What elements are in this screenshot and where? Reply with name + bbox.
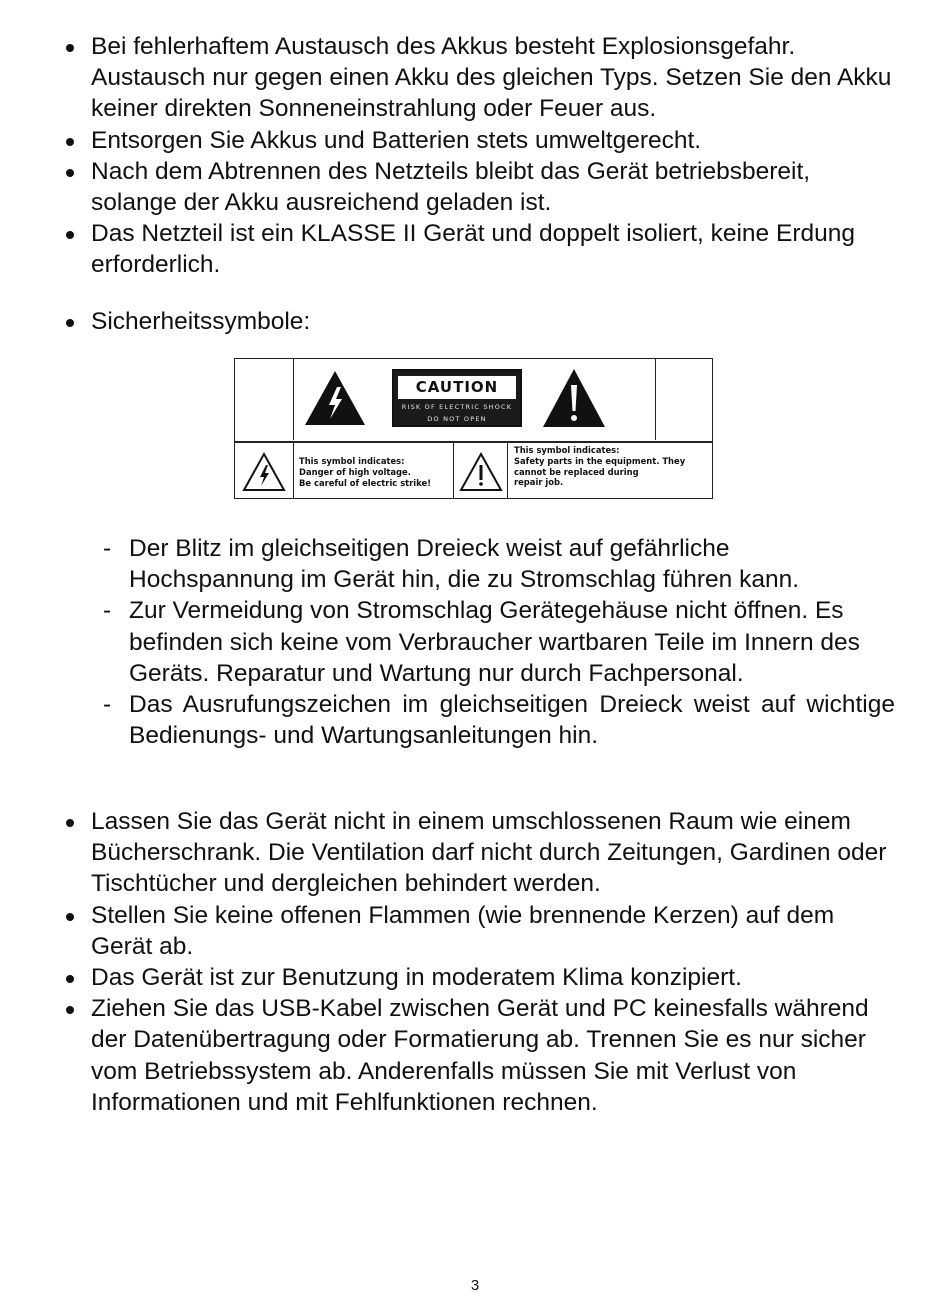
caution-line-2: DO NOT OPEN xyxy=(427,415,487,423)
dash-item xyxy=(0,689,895,751)
panel-divider xyxy=(235,441,712,443)
bullet-dot xyxy=(66,1006,74,1014)
dash-text: Das Ausrufungszeichen im gleichseitigen Dreieck weist auf wichtige Bedienungs- und Wartungsanleitungen hin. xyxy=(129,691,895,750)
bullet-dot xyxy=(66,319,74,327)
panel-divider xyxy=(655,359,656,440)
bullet-item xyxy=(0,218,896,280)
bullet-text: Entsorgen Sie Akkus und Batterien stets umweltgerecht. xyxy=(91,126,702,154)
caution-line-1: RISK OF ELECTRIC SHOCK xyxy=(401,403,513,411)
panel-divider xyxy=(293,359,294,440)
bullet-dot xyxy=(66,44,74,52)
safety-bullet-list-bottom xyxy=(0,806,950,1118)
symbols-heading: Sicherheitssymbole: xyxy=(91,308,311,335)
safety-text-line: repair job. xyxy=(514,477,564,488)
high-voltage-warning-icon xyxy=(303,369,367,427)
safety-symbols-panel xyxy=(234,358,713,499)
safety-bullet-list-top xyxy=(0,31,950,281)
safety-text-line: cannot be replaced during xyxy=(514,466,639,477)
voltage-text-line: Be careful of electric strike! xyxy=(299,477,432,488)
caution-title: CAUTION xyxy=(398,376,516,399)
bullet-dot xyxy=(66,819,74,827)
dash-marker: - xyxy=(103,691,112,719)
voltage-text-line: Danger of high voltage. xyxy=(299,466,411,477)
safety-text-line: This symbol indicates: xyxy=(514,445,620,455)
bullet-item xyxy=(0,306,896,337)
bullet-text: Nach dem Abtrennen des Netzteils bleibt das Gerät betriebsbereit, solange der Akku ausreichend geladen ist. xyxy=(91,157,811,217)
symbols-heading-list xyxy=(0,306,950,337)
bullet-dot xyxy=(66,913,74,921)
bullet-text: Lassen Sie das Gerät nicht in einem umschlossenen Raum wie einem Bücherschrank. Die Ventilation darf nicht durch Zeitungen, Gardinen oder Tischtücher und dergleichen behindert werden. xyxy=(91,808,887,898)
dash-text: Zur Vermeidung von Stromschlag Gerätegehäuse nicht öffnen. Es befinden sich keine vom Verbraucher wartbaren Teile im Innern des Geräts. Reparatur und Wartung nur durch Fachpersonal. xyxy=(129,597,860,687)
caution-label-box xyxy=(392,369,522,427)
bullet-item xyxy=(0,993,896,1118)
bullet-item xyxy=(0,125,896,156)
dash-item xyxy=(0,595,895,689)
bullet-text: Das Netzteil ist ein KLASSE II Gerät und doppelt isoliert, keine Erdung erforderlich. xyxy=(91,220,855,279)
bullet-item xyxy=(0,156,896,218)
dash-marker: - xyxy=(103,597,112,625)
bullet-text: Das Gerät ist zur Benutzung in moderatem Klima konzipiert. xyxy=(91,964,742,992)
bullet-dot xyxy=(66,138,74,146)
exclamation-warning-icon xyxy=(541,367,607,429)
small-high-voltage-icon xyxy=(241,451,287,493)
small-exclamation-icon xyxy=(458,451,504,493)
bullet-item xyxy=(0,31,896,125)
bullet-dot xyxy=(66,169,74,177)
bullet-text: Stellen Sie keine offenen Flammen (wie brennende Kerzen) auf dem Gerät ab. xyxy=(91,901,835,960)
bullet-item xyxy=(0,900,896,962)
panel-divider xyxy=(293,441,294,498)
bullet-item xyxy=(0,962,896,993)
panel-divider xyxy=(453,441,454,498)
page-number: 3 xyxy=(470,1277,480,1294)
dash-text: Der Blitz im gleichseitigen Dreieck weist auf gefährliche Hochspannung im Gerät hin, die zu Stromschlag führen kann. xyxy=(129,535,800,594)
voltage-symbol-description xyxy=(299,456,451,488)
bullet-text: Bei fehlerhaftem Austausch des Akkus besteht Explosionsgefahr. Austausch nur gegen einen Akku des gleichen Typs. Setzen Sie den Akku keiner direkten Sonneneinstrahlung oder Feuer aus. xyxy=(91,33,892,123)
bullet-dot xyxy=(66,231,74,239)
bullet-text: Ziehen Sie das USB-Kabel zwischen Gerät und PC keinesfalls während der Datenübertragung oder Formatierung ab. Trennen Sie es nur sicher vom Betriebssystem ab. Anderenfalls müssen Sie mit Verlust von Informationen und mit Fehlfunktionen rechnen. xyxy=(91,995,869,1116)
dash-marker: - xyxy=(103,535,112,562)
dash-item xyxy=(0,533,895,595)
panel-divider xyxy=(507,441,508,498)
safety-text-line: Safety parts in the equipment. They xyxy=(514,455,686,466)
voltage-text-line: This symbol indicates: xyxy=(299,456,405,466)
safety-symbol-description xyxy=(514,445,710,488)
symbol-explanation-list xyxy=(0,533,950,751)
bullet-dot xyxy=(66,975,74,983)
bullet-item xyxy=(0,806,896,900)
